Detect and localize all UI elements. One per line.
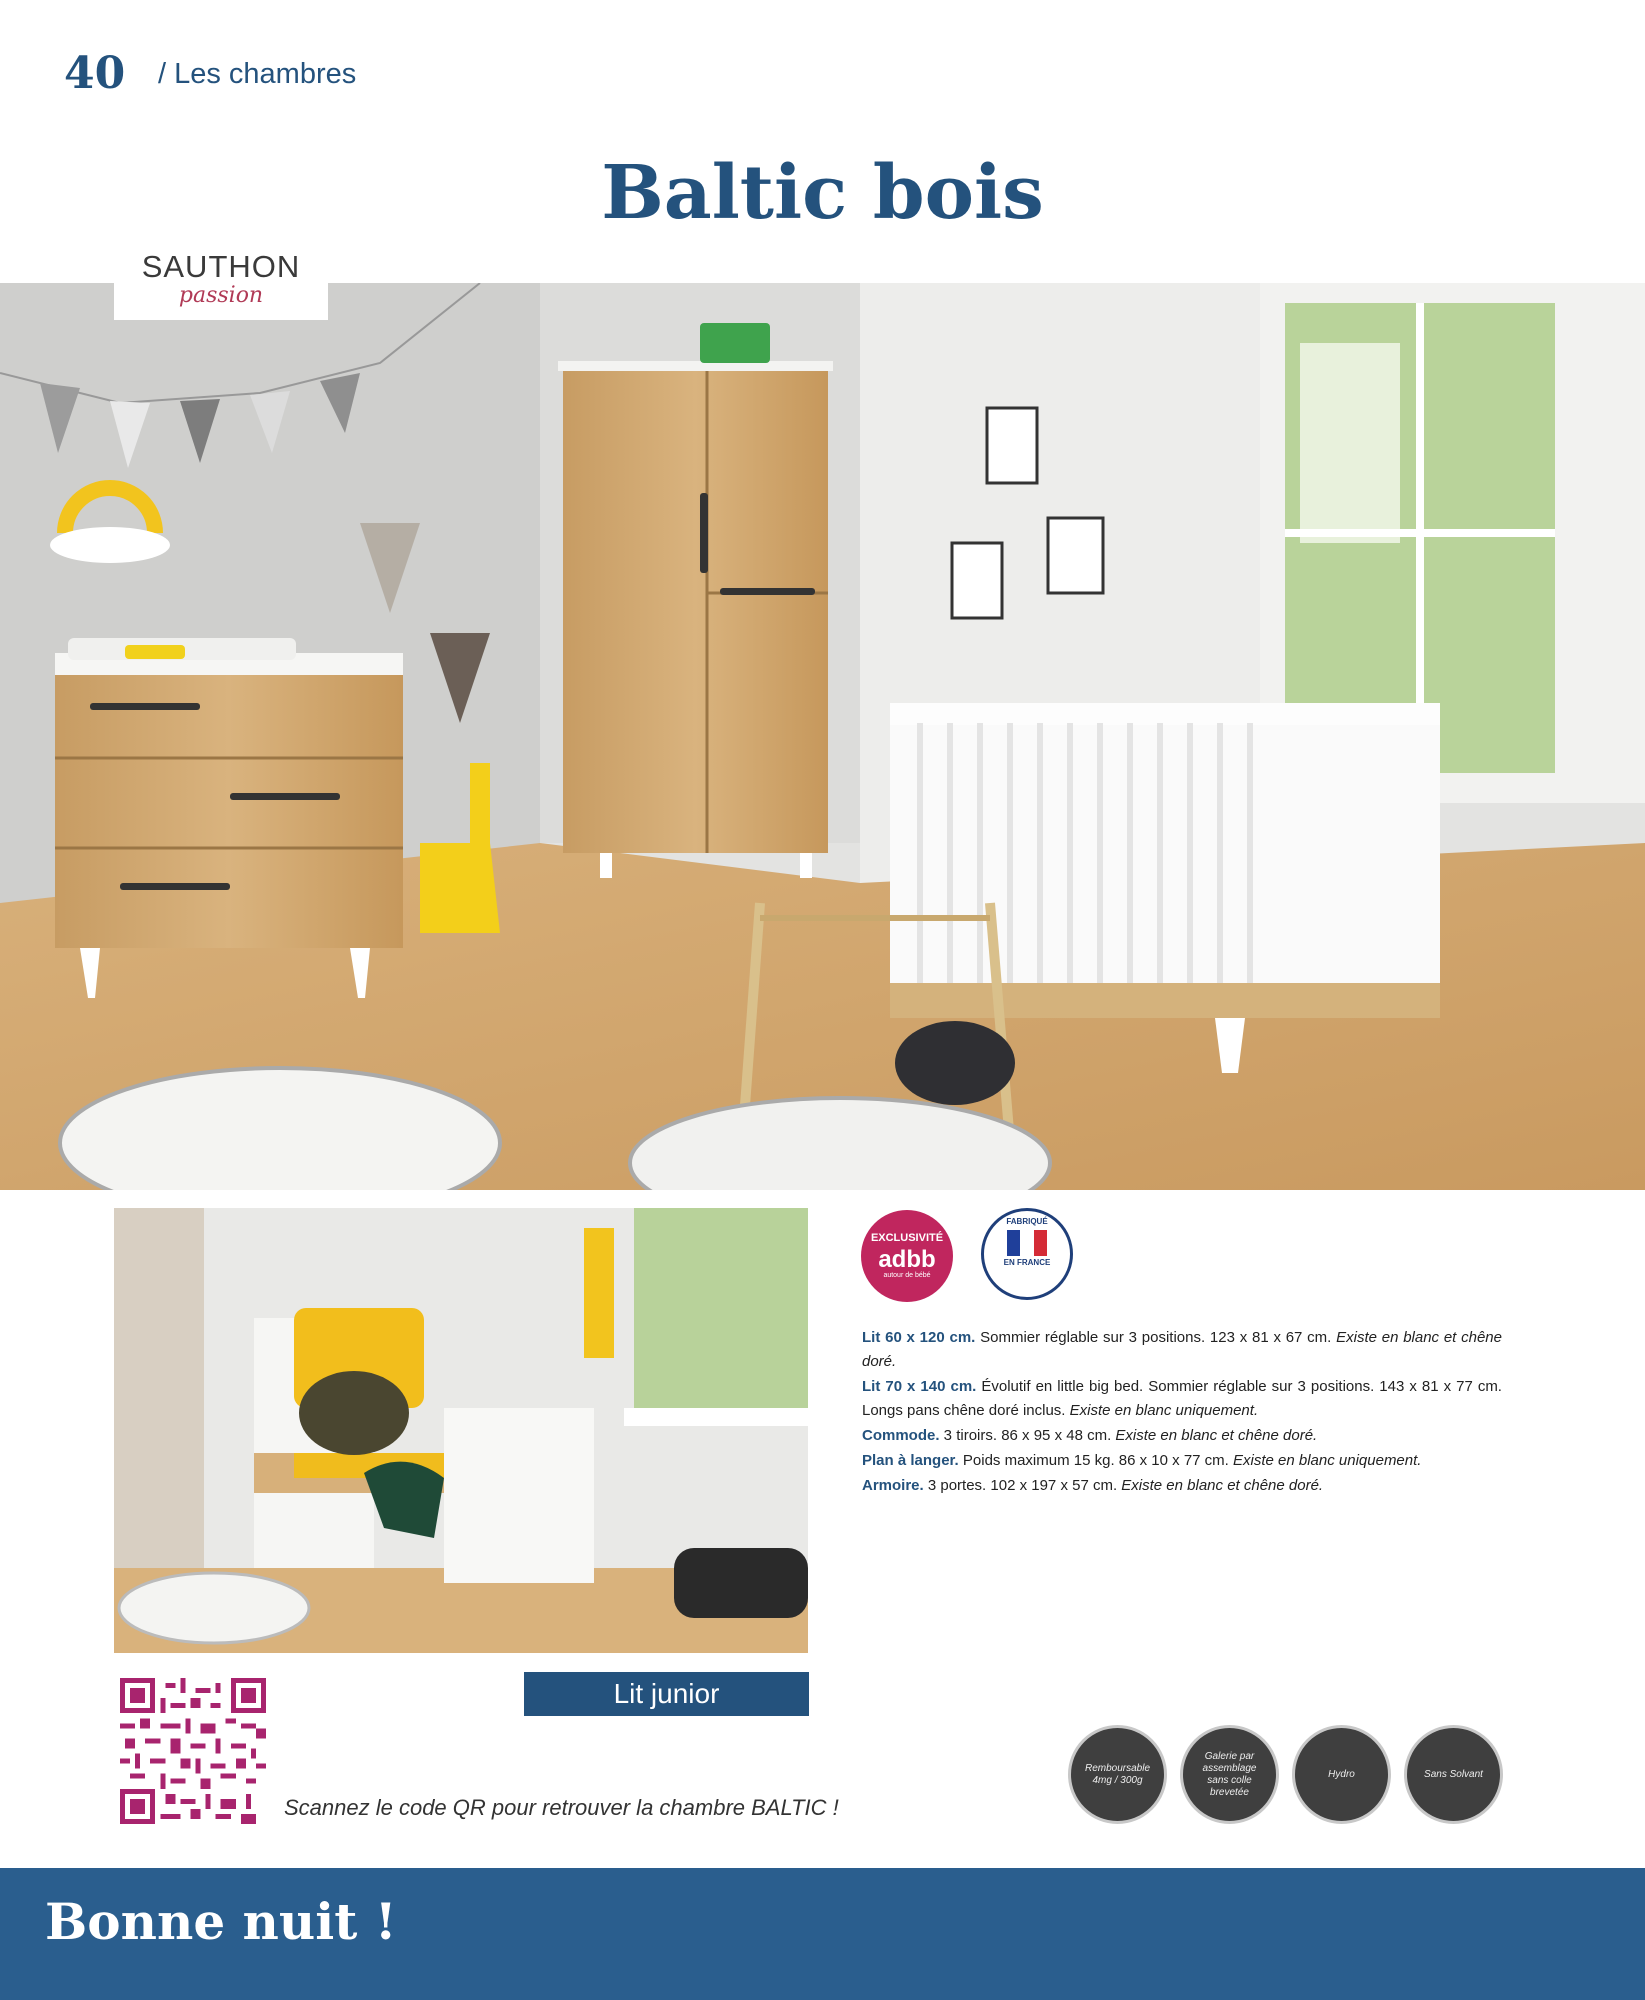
exclusive-badge-top: EXCLUSIVITÉ: [870, 1232, 944, 1244]
nursery-main-photo: [0, 283, 1645, 1190]
brand-name: SAUTHON: [141, 249, 301, 284]
made-in-france-badge: [981, 1208, 1073, 1300]
exclusive-badge-logo: adbb: [878, 1246, 936, 1273]
french-flag-icon: [1007, 1230, 1047, 1256]
exclusive-badge-sub: autour de bébé: [883, 1272, 931, 1279]
brand-logo: [114, 245, 328, 320]
hydro-paint-icon: Hydro: [1292, 1725, 1391, 1824]
spec-item: Lit 60 x 120 cm. Sommier réglable sur 3 positions. 123 x 81 x 67 cm. Existe en blanc et chêne doré.: [862, 1329, 1502, 1370]
footer-banner: [0, 1868, 1645, 2000]
no-solvent-icon: Sans Solvant: [1404, 1725, 1503, 1824]
spec-item: Lit 70 x 140 cm. Évolutif en little big bed. Sommier réglable sur 3 positions. 143 x 81 x 77 cm. Longs pans chêne doré inclus. Existe en blanc uniquement.: [862, 1378, 1502, 1419]
page-title: Baltic bois: [601, 150, 1044, 236]
spec-item: Plan à langer. Poids maximum 15 kg. 86 x 10 x 77 cm. Existe en blanc uniquement.: [862, 1452, 1422, 1469]
junior-bed-photo: [114, 1208, 808, 1653]
feature-icons: [1068, 1725, 1503, 1824]
removable-mattress-icon: Remboursable 4mg / 300g: [1068, 1725, 1167, 1824]
france-badge-top: FABRIQUÉ: [1006, 1217, 1048, 1226]
spec-item: Commode. 3 tiroirs. 86 x 95 x 48 cm. Existe en blanc et chêne doré.: [862, 1427, 1318, 1444]
exclusive-adbb-badge: [861, 1210, 953, 1302]
product-specs: [862, 1326, 1502, 1499]
footer-title: Bonne nuit !: [45, 1892, 397, 1951]
qr-code[interactable]: [120, 1678, 266, 1824]
page-number: 40: [64, 48, 126, 99]
section-breadcrumb: / Les chambres: [158, 58, 357, 90]
france-badge-bottom: EN FRANCE: [1003, 1258, 1051, 1267]
brand-script: passion: [178, 283, 264, 308]
qr-instruction: Scannez le code QR pour retrouver la chambre BALTIC !: [284, 1795, 839, 1820]
junior-bed-caption: Lit junior: [524, 1672, 809, 1716]
assembly-icon: Galerie par assemblage sans colle brevetée: [1180, 1725, 1279, 1824]
spec-item: Armoire. 3 portes. 102 x 197 x 57 cm. Existe en blanc et chêne doré.: [862, 1477, 1324, 1494]
